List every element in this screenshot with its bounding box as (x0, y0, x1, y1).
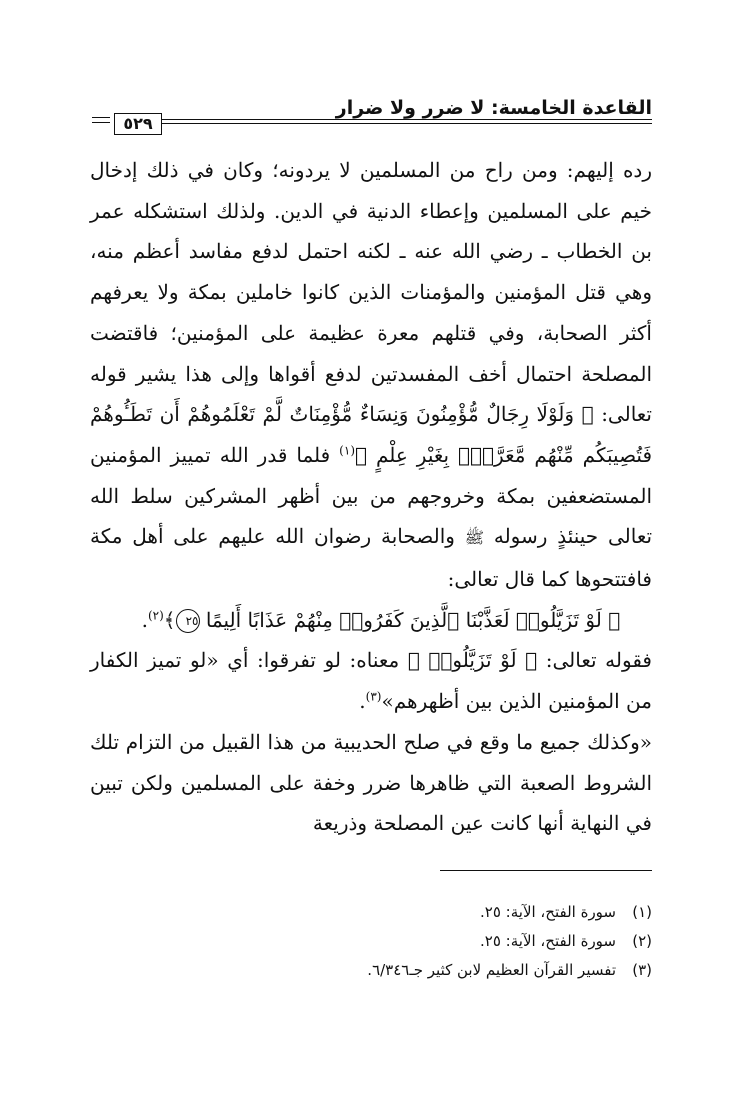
paragraph-text: «وكذلك جميع ما وقع في صلح الحديبية من هذا القبيل من التزام تلك الشروط الصعبة التي ظاهرها ضرر وخفة على المسلمين ولكن تبين في النهاية أنها كانت عين المصلحة وذريعة (90, 729, 653, 836)
quran-verse: ﴿ وَلَوْلَا رِجَالٌ مُّؤْمِنُونَ وَنِسَاءٌ مُّؤْمِنَاتٌ لَّمْ تَعْلَمُوهُمْ أَن تَطَـُٔوهُمْ فَتُصِيبَكُم مِّنْهُم مَّعَرَّةٌۢ بِغَيْرِ عِلْمٍ ﴾ (90, 402, 653, 467)
paragraph-text: فقوله تعالى: (545, 648, 652, 673)
footnote-item (200, 898, 652, 927)
verse-line: ﴿ لَوْ تَزَيَّلُوا۟ لَعَذَّبْنَا ٱلَّذِينَ كَفَرُوا۟ مِنْهُمْ عَذَابًا أَلِيمًا ٢٥﴾$^{(٢)}$. (141, 607, 621, 632)
footnote-separator (440, 870, 652, 871)
footnote-number: (٣) (632, 961, 652, 979)
paragraph: فقوله تعالى: ﴿ لَوْ تَزَيَّلُوا۟ ﴾ معناه: لو تفرقوا: أي «لو تميز الكفار من المؤمنين الذين بين أظهرهم»$^{(٣)}$. (90, 648, 652, 714)
paragraph (90, 722, 652, 844)
header-rule (160, 123, 652, 124)
running-title: القاعدة الخامسة: لا ضرر ولا ضرار (335, 97, 652, 119)
paragraph (90, 150, 652, 600)
footnote-item (200, 956, 652, 985)
footnote-ref: (١) (339, 443, 355, 458)
page-header (92, 96, 652, 142)
footnote-ref: (٣) (365, 689, 382, 704)
footnote-number: (٢) (632, 932, 652, 950)
paragraph-text: رده إليهم: ومن راح من المسلمين لا يردونه؛ وكان في ذلك إدخال خيم على المسلمين وإعطاء الدنية في الدين. ولذلك استشكله عمر بن الخطاب ـ رضي الله عنه ـ لكنه احتمل لدفع مفاسد أعظم منه، وهي قتل المؤمنين والمؤمنات الذين كانوا خاملين بمكة ولا يعرفهم أكثر الصحابة، وفي قتلهم معرة عظيمة على المؤمنين؛ فاقتضت المصلحة احتمال أخف المفسدتين لدفع أقواها وإلى هذا يشير قوله تعالى: (90, 158, 653, 427)
salla-symbol: ﷺ (464, 528, 485, 548)
footnote-ref: (٢) (147, 608, 164, 623)
main-text (90, 150, 652, 844)
footnote-text: سورة الفتح، الآية: ٢٥. (480, 932, 616, 950)
ayah-number-marker: ٢٥ (176, 609, 200, 633)
footnote-number: (١) (632, 903, 652, 921)
footnotes (200, 898, 652, 985)
paragraph-text: فلما قدر الله تمييز المؤمنين المستضعفين بمكة وخروجهم من بين أظهر المشركين سلط الله تعالى حينئذٍ رسوله (90, 442, 653, 549)
footnote-text: تفسير القرآن العظيم لابن كثير جـ٦/٣٤٦. (367, 961, 616, 979)
page-number: ٥٢٩ (114, 113, 162, 135)
quran-verse: ﴿ لَوْ تَزَيَّلُوا۟ ﴾ (407, 648, 538, 673)
footnote-text: سورة الفتح، الآية: ٢٥. (480, 903, 616, 921)
paragraph-text: معناه: لو تفرقوا: أي «لو تميز الكفار من المؤمنين الذين بين أظهرهم» (90, 648, 652, 714)
paragraph-text: والصحابة رضوان الله عليهم على أهل مكة فافتتحوها كما قال تعالى: (90, 524, 652, 592)
verse-close: ﴾ (163, 607, 176, 632)
quran-verse: ﴿ لَوْ تَزَيَّلُوا۟ لَعَذَّبْنَا ٱلَّذِينَ كَفَرُوا۟ مِنْهُمْ عَذَابًا أَلِيمًا (205, 607, 621, 632)
footnote-item (200, 927, 652, 956)
header-rule (160, 119, 652, 120)
header-equals-mark (92, 117, 110, 127)
